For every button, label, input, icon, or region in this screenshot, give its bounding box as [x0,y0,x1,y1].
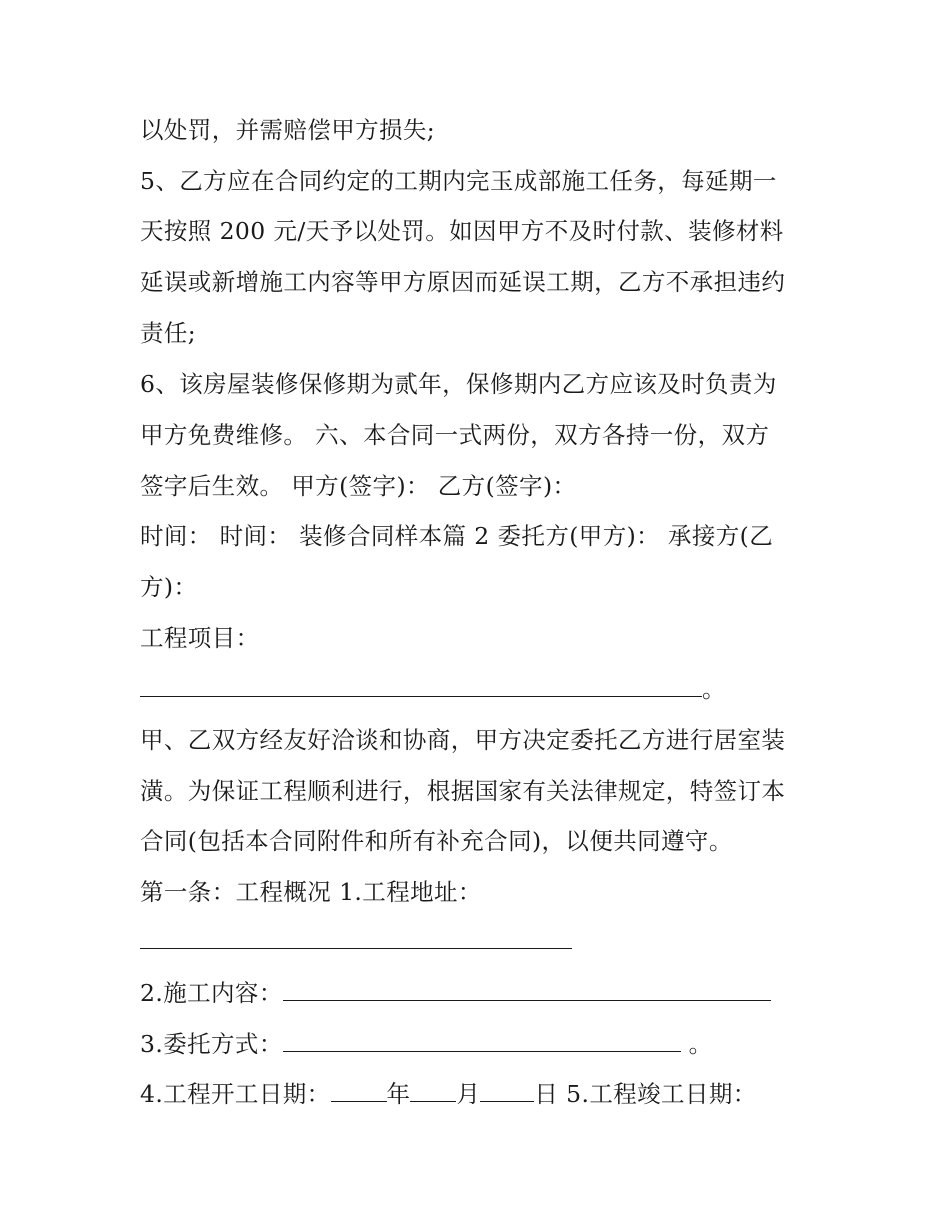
text-line: 以处罚，并需赔偿甲方损失; [140,116,436,144]
item-3-end: 。 [680,1030,713,1058]
item-2-line [140,978,771,1008]
item-4-line [140,1079,757,1109]
text-line: 延误或新增施工内容等甲方原因而延误工期，乙方不承担违约 [140,268,786,296]
month-blank[interactable] [410,1079,456,1102]
day-label: 日 [534,1080,559,1108]
text-line: 潢。为保证工程顺利进行，根据国家有关法律规定，特签订本 [140,777,786,805]
address-blank[interactable] [140,926,572,949]
project-blank[interactable] [140,674,702,697]
text-line: 合同(包括本合同附件和所有补充合同)，以便共同遵守。 [140,827,733,855]
text-line: 甲方免费维修。 六、本合同一式两份，双方各持一份，双方 [140,421,770,449]
text-line: 6、该房屋装修保修期为贰年，保修期内乙方应该及时负责为 [140,370,777,398]
project-blank-end: 。 [702,675,726,703]
item-3-blank[interactable] [283,1029,681,1052]
day-blank[interactable] [480,1079,534,1102]
text-line: 5、乙方应在合同约定的工期内完玉成部施工任务，每延期一 [140,167,777,195]
item-4-label: 4.工程开工日期： [140,1080,331,1108]
item-3-label: 3.委托方式： [140,1030,283,1058]
year-label: 年 [386,1080,411,1108]
project-blank-line [140,674,726,704]
text-line: 签字后生效。 甲方(签字)： 乙方(签字)： [140,472,577,500]
month-label: 月 [456,1080,481,1108]
year-blank[interactable] [331,1079,387,1102]
text-line: 甲、乙双方经友好洽谈和协商，甲方决定委托乙方进行居室装 [140,726,786,754]
address-blank-line [140,926,572,956]
text-line: 责任; [140,319,197,347]
text-line: 时间： 时间： 装修合同样本篇 2 委托方(甲方)： 承接方(乙 [140,522,774,550]
item-2-label: 2.施工内容： [140,979,283,1007]
item-2-blank[interactable] [283,978,771,1001]
item-3-line [140,1029,713,1059]
text-line: 工程项目： [140,624,260,652]
text-line: 第一条：工程概况 1.工程地址： [140,878,482,906]
item-5-label: 5.工程竣工日期： [558,1080,757,1108]
text-line: 方)： [140,573,198,601]
text-line: 天按照 200 元/天予以处罚。如因甲方不及时付款、装修材料 [140,217,784,245]
